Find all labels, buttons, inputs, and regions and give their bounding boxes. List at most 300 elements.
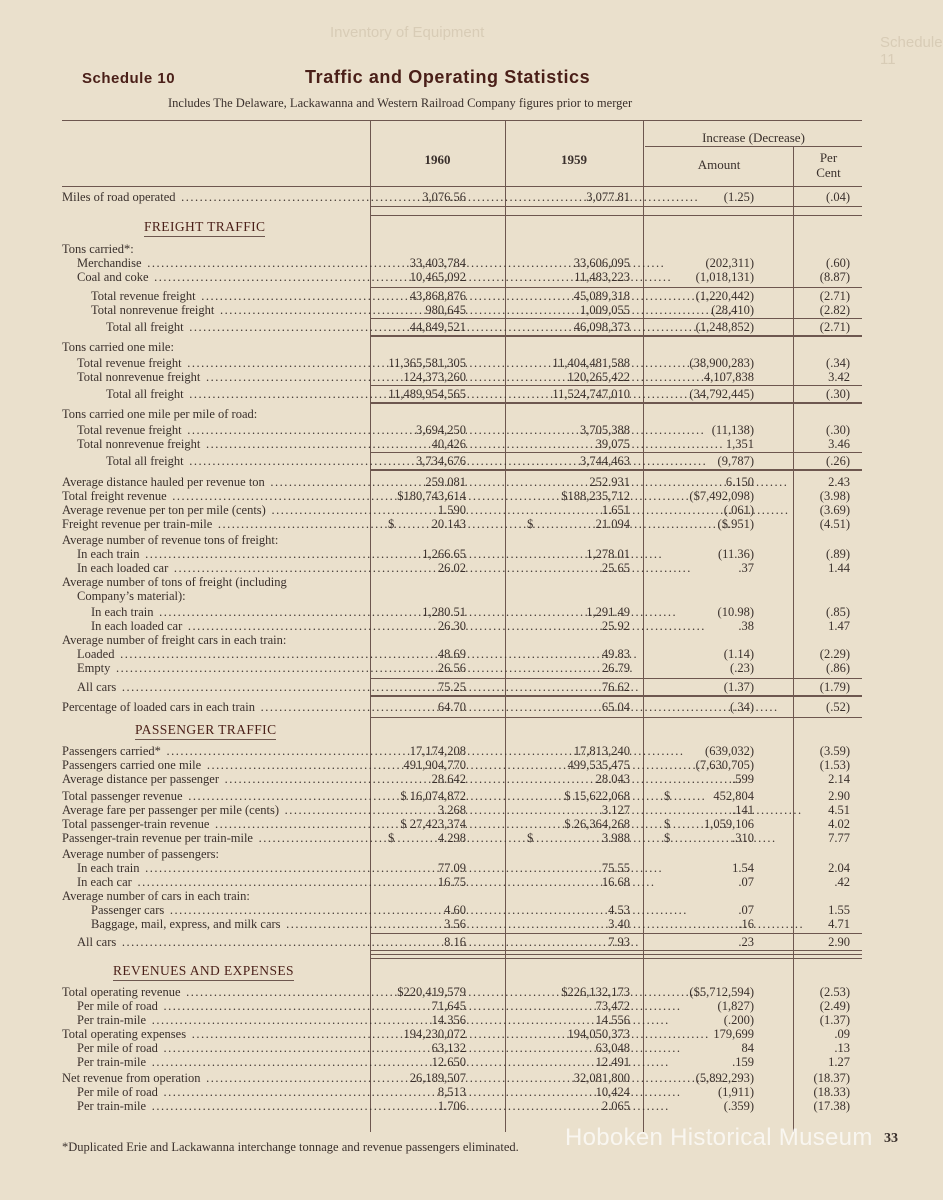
value-1960: 4.60 — [444, 903, 466, 917]
page-title: Traffic and Operating Statistics — [305, 67, 591, 87]
value-amount: 1.54 — [732, 861, 754, 875]
value-1960: 3.56 — [444, 917, 466, 931]
value-1960: 48.69 — [437, 647, 466, 661]
value-1960: $220,419,579 — [397, 985, 466, 999]
value-1959: $188,235,712 — [561, 489, 630, 503]
value-1960: 43,868,876 — [409, 289, 466, 303]
value-percent: 1.44 — [828, 561, 850, 575]
row-label — [62, 1027, 368, 1041]
row-label — [77, 680, 368, 694]
value-1960: 8.16 — [444, 935, 466, 949]
value-1959: 10,424 — [595, 1085, 630, 1099]
row-label — [77, 370, 368, 384]
group-rule — [370, 696, 862, 697]
value-percent: (3.98) — [819, 489, 850, 503]
value-1960: $180,743,614 — [397, 489, 466, 503]
row-label-text: Empty — [77, 661, 111, 675]
value-1959: 1,278.01 — [586, 547, 630, 561]
value-1959: 3.988 — [601, 831, 630, 845]
value-amount: 4,107,838 — [704, 370, 754, 384]
row-label-text: Merchandise — [77, 256, 142, 270]
row-label — [77, 875, 368, 889]
value-1960: 124,373,260 — [403, 370, 466, 384]
column-header-1960: 1960 — [424, 152, 451, 167]
value-1960: 1,266.65 — [422, 547, 466, 561]
value-amount: 1,351 — [725, 437, 754, 451]
value-amount: (1,827) — [717, 999, 754, 1013]
museum-watermark: Hoboken Historical Museum — [565, 1124, 873, 1151]
value-1960: 26.56 — [437, 661, 466, 675]
value-1959: 33,606,095 — [573, 256, 630, 270]
value-percent: 4.02 — [828, 817, 850, 831]
row-label — [106, 454, 368, 468]
value-percent: 2.04 — [828, 861, 850, 875]
dollar-sign: $ — [388, 831, 395, 845]
value-1959: 3.127 — [601, 803, 630, 817]
value-percent: (.26) — [826, 454, 850, 468]
row-label — [77, 547, 368, 561]
bleed-through-title: Inventory of Equipment — [330, 24, 485, 41]
row-label-text: Average distance per passenger — [62, 772, 219, 786]
value-1959: 3,077.81 — [586, 190, 630, 204]
value-amount: .310 — [732, 831, 754, 845]
value-amount: (28,410) — [711, 303, 754, 317]
group-rule — [370, 470, 862, 471]
row-label — [62, 190, 368, 204]
row-label-text: Passengers carried one mile — [62, 758, 202, 772]
value-1960: 980,645 — [425, 303, 466, 317]
value-1959: 46,098,373 — [573, 320, 630, 334]
value-amount: .141 — [732, 803, 754, 817]
dollar-sign: $ — [664, 789, 671, 803]
value-percent: (1.79) — [819, 680, 850, 694]
row-label — [91, 917, 368, 931]
value-percent: 2.90 — [828, 789, 850, 803]
row-label-text: Percentage of loaded cars in each train — [62, 700, 255, 714]
value-1959: 14.556 — [595, 1013, 630, 1027]
value-percent: 2.14 — [828, 772, 850, 786]
value-percent: (8.87) — [819, 270, 850, 284]
value-1959: 75.55 — [601, 861, 630, 875]
value-amount: (9,787) — [717, 454, 754, 468]
row-label — [91, 303, 368, 317]
value-1960: 17,174,208 — [409, 744, 466, 758]
page-subtitle: Includes The Delaware, Lackawanna and Western Railroad Company figures prior to merger — [168, 96, 633, 110]
subtotal-rule — [370, 452, 862, 453]
value-1960: 33,403,784 — [409, 256, 466, 270]
page-number: 33 — [884, 1131, 898, 1146]
value-1959: 73,472 — [595, 999, 630, 1013]
value-1960: 71,645 — [431, 999, 466, 1013]
row-label — [62, 831, 368, 845]
value-1960: 75.25 — [437, 680, 466, 694]
value-amount: (11.36) — [718, 547, 754, 561]
value-percent: (4.51) — [819, 517, 850, 531]
group-label-company-material: Company’s material): — [77, 589, 186, 603]
section-rule — [370, 206, 862, 207]
value-1959: 1,009,055 — [580, 303, 630, 317]
row-label — [62, 985, 368, 999]
section-freight-traffic: FREIGHT TRAFFIC — [144, 219, 265, 237]
value-percent: 2.43 — [828, 475, 850, 489]
value-percent: 7.77 — [828, 831, 850, 845]
group-label-avg-freight-cars: Average number of freight cars in each train: — [62, 633, 287, 647]
row-label-text: In each loaded car — [77, 561, 169, 575]
value-1960: 1.590 — [437, 503, 466, 517]
subtotal-rule — [370, 678, 862, 679]
row-label-text: Total freight revenue — [62, 489, 167, 503]
row-label — [62, 803, 368, 817]
row-label-text: Freight revenue per train-mile — [62, 517, 213, 531]
row-label — [91, 619, 368, 633]
value-amount: (.200) — [723, 1013, 754, 1027]
value-1959: 11,404,481,588 — [552, 356, 630, 370]
row-label — [62, 700, 368, 714]
value-percent: (.30) — [826, 387, 850, 401]
value-1960: 63,132 — [431, 1041, 466, 1055]
value-percent: (2.82) — [819, 303, 850, 317]
value-1960: 491,904,770 — [403, 758, 466, 772]
row-label — [77, 935, 368, 949]
dollar-sign: $ — [664, 831, 671, 845]
group-label-tons-carried: Tons carried*: — [62, 242, 134, 256]
value-1959: $ 15,622,068 — [564, 789, 630, 803]
row-label-text: Passengers carried* — [62, 744, 161, 758]
row-label — [77, 356, 368, 370]
row-label-text: Total passenger-train revenue — [62, 817, 210, 831]
value-1960: 12.650 — [431, 1055, 466, 1069]
row-label — [77, 423, 368, 437]
value-amount: (.061) — [723, 503, 754, 517]
value-1960: 11,489,954,565 — [388, 387, 466, 401]
value-1960: 26.30 — [437, 619, 466, 633]
value-amount: (10.98) — [717, 605, 754, 619]
dollar-sign: $ — [527, 831, 534, 845]
value-amount: .07 — [738, 903, 754, 917]
value-amount: (202,311) — [705, 256, 754, 270]
value-percent: 1.27 — [828, 1055, 850, 1069]
row-label — [62, 744, 368, 758]
row-label-text: Total revenue freight — [77, 423, 182, 437]
value-amount: ($.951) — [717, 517, 754, 531]
group-label-avg-revenue-tons: Average number of revenue tons of freight: — [62, 533, 279, 547]
row-label-text: Per mile of road — [77, 999, 158, 1013]
value-percent: .09 — [834, 1027, 850, 1041]
value-1960: 14.356 — [431, 1013, 466, 1027]
row-label — [91, 289, 368, 303]
row-label-text: Per train-mile — [77, 1099, 147, 1113]
value-1960: 1,280.51 — [422, 605, 466, 619]
row-label-text: Total all freight — [106, 387, 184, 401]
footnote: *Duplicated Erie and Lackawanna interchange tonnage and revenue passengers eliminated. — [62, 1140, 519, 1154]
column-header-increase: Increase (Decrease) — [702, 130, 805, 145]
value-amount: (5,892,293) — [695, 1071, 754, 1085]
value-percent: (2.53) — [819, 985, 850, 999]
value-1960: 28.642 — [431, 772, 466, 786]
value-1960: $ 16,074,872 — [400, 789, 466, 803]
row-label-text: Net revenue from operation — [62, 1071, 201, 1085]
value-1959: 45,089,318 — [573, 289, 630, 303]
row-label-text: Total revenue freight — [91, 289, 196, 303]
row-label — [91, 605, 368, 619]
value-1959: 3.40 — [608, 917, 630, 931]
value-amount: (1,018,131) — [695, 270, 754, 284]
subtotal-rule — [370, 318, 862, 319]
row-label-text: Total operating expenses — [62, 1027, 187, 1041]
value-percent: 1.47 — [828, 619, 850, 633]
row-label — [77, 1099, 368, 1113]
value-percent: .42 — [834, 875, 850, 889]
value-percent: 3.42 — [828, 370, 850, 384]
value-1959: 4.53 — [608, 903, 630, 917]
row-label-text: Baggage, mail, express, and milk cars — [91, 917, 281, 931]
value-1959: 7.93 — [608, 935, 630, 949]
section-passenger-traffic: PASSENGER TRAFFIC — [135, 722, 276, 740]
column-header-1959: 1959 — [561, 152, 587, 167]
row-label — [106, 320, 368, 334]
value-amount: (.23) — [730, 661, 754, 675]
value-1959: 32,081,800 — [573, 1071, 630, 1085]
value-percent: (.30) — [826, 423, 850, 437]
row-label-text: In each train — [77, 861, 140, 875]
value-1959: 120,265,422 — [567, 370, 630, 384]
row-label-text: Total all freight — [106, 320, 184, 334]
value-1959: 2.065 — [601, 1099, 630, 1113]
subtotal-rule — [370, 385, 862, 386]
row-label — [62, 772, 368, 786]
value-percent: (.52) — [826, 700, 850, 714]
value-1960: 44,849,521 — [409, 320, 466, 334]
value-percent: (2.71) — [819, 289, 850, 303]
value-percent: (.60) — [826, 256, 850, 270]
row-label-text: Passenger-train revenue per train-mile — [62, 831, 253, 845]
value-amount: .23 — [738, 935, 754, 949]
value-amount: ($5,712,594) — [689, 985, 754, 999]
value-amount: .159 — [732, 1055, 754, 1069]
row-label — [77, 1013, 368, 1027]
row-label-text: Per mile of road — [77, 1041, 158, 1055]
row-label — [77, 861, 368, 875]
row-label-text: All cars — [77, 935, 117, 949]
dollar-sign: $ — [388, 517, 395, 531]
row-label-text: Total all freight — [106, 454, 184, 468]
value-percent: (1.37) — [819, 1013, 850, 1027]
row-label-text: Coal and coke — [77, 270, 149, 284]
value-1959: 25.65 — [601, 561, 630, 575]
row-label — [77, 661, 368, 675]
increase-header-rule — [645, 146, 862, 147]
value-1959: 25.92 — [601, 619, 630, 633]
value-1959: 63,048 — [595, 1041, 630, 1055]
group-label-avg-tons-including: Average number of tons of freight (including — [62, 575, 287, 589]
row-label-text: Per train-mile — [77, 1013, 147, 1027]
group-rule — [370, 403, 862, 404]
value-1960: 3.268 — [437, 803, 466, 817]
value-1959: 21.094 — [595, 517, 630, 531]
value-amount: (1.25) — [723, 190, 754, 204]
value-percent: (2.71) — [819, 320, 850, 334]
subtotal-rule — [370, 933, 862, 934]
value-percent: 4.51 — [828, 803, 850, 817]
row-label-text: Total nonrevenue freight — [91, 303, 215, 317]
header-bottom-rule — [62, 186, 862, 187]
value-amount: (1,220,442) — [695, 289, 754, 303]
value-amount: (38,900,283) — [689, 356, 754, 370]
value-1959: 11,483,223 — [574, 270, 630, 284]
value-1959: 499,535,475 — [567, 758, 630, 772]
value-1959: 39,075 — [595, 437, 630, 451]
value-1960: 10,465,092 — [409, 270, 466, 284]
value-1960: 1.706 — [437, 1099, 466, 1113]
value-1959: 194,050,373 — [567, 1027, 630, 1041]
value-percent: (.04) — [826, 190, 850, 204]
value-1959: 1,291.49 — [586, 605, 630, 619]
value-1959: $226,132,173 — [561, 985, 630, 999]
value-1960: $ 27,423,374 — [400, 817, 466, 831]
value-1959: 17,813,240 — [573, 744, 630, 758]
subtotal-rule — [370, 287, 862, 288]
value-percent: .13 — [834, 1041, 850, 1055]
value-percent: (18.33) — [813, 1085, 850, 1099]
row-label — [77, 270, 368, 284]
row-label — [62, 817, 368, 831]
value-amount: (1.37) — [723, 680, 754, 694]
row-label — [62, 517, 368, 531]
value-1960: 40,426 — [431, 437, 466, 451]
section-rule — [370, 215, 862, 216]
row-label-text: In each car — [77, 875, 132, 889]
value-1959: 252.931 — [589, 475, 630, 489]
value-amount: 6.150 — [725, 475, 754, 489]
row-label — [77, 999, 368, 1013]
row-label-text: In each loaded car — [91, 619, 183, 633]
value-percent: (3.59) — [819, 744, 850, 758]
value-1960: 194,230,072 — [403, 1027, 466, 1041]
value-1959: 3,744,463 — [580, 454, 630, 468]
value-1959: 1.651 — [601, 503, 630, 517]
value-amount: (1.14) — [723, 647, 754, 661]
value-amount: ($7,492,098) — [689, 489, 754, 503]
group-rule — [370, 336, 862, 337]
value-1960: 3,694,250 — [416, 423, 466, 437]
value-amount: .38 — [738, 619, 754, 633]
row-label — [62, 1071, 368, 1085]
schedule-label: Schedule 10 — [82, 70, 176, 87]
column-header-per: Per — [819, 150, 838, 165]
value-1959: 49.83 — [601, 647, 630, 661]
value-1959: 76.62 — [601, 680, 630, 694]
value-percent: 2.90 — [828, 935, 850, 949]
column-header-cent: Cent — [816, 165, 841, 180]
value-amount: (639,032) — [705, 744, 754, 758]
dollar-sign: $ — [664, 817, 671, 831]
value-1960: 259.081 — [425, 475, 466, 489]
row-label-text: Average distance hauled per revenue ton — [62, 475, 265, 489]
value-amount: 1,059,106 — [704, 817, 754, 831]
value-amount: (.359) — [723, 1099, 754, 1113]
row-label — [62, 503, 368, 517]
value-1960: 3,076.56 — [422, 190, 466, 204]
row-label-text: In each train — [91, 605, 154, 619]
value-amount: .07 — [738, 875, 754, 889]
row-label-text: Average fare per passenger per mile (cents) — [62, 803, 280, 817]
value-percent: (3.69) — [819, 503, 850, 517]
value-1959: 28.043 — [595, 772, 630, 786]
row-label-text: Average revenue per ton per mile (cents) — [62, 503, 266, 517]
row-label — [77, 437, 368, 451]
column-rule-percent — [793, 146, 794, 1132]
row-label — [77, 1055, 368, 1069]
row-label-text: Total passenger revenue — [62, 789, 183, 803]
value-percent: 4.71 — [828, 917, 850, 931]
value-percent: (.85) — [826, 605, 850, 619]
row-label-text: Total operating revenue — [62, 985, 181, 999]
section-revenues-expenses: REVENUES AND EXPENSES — [113, 963, 294, 981]
group-label-avg-cars-train: Average number of cars in each train: — [62, 889, 250, 903]
row-label-text: Total revenue freight — [77, 356, 182, 370]
dollar-sign: $ — [527, 517, 534, 531]
value-1959: 11,524,747,010 — [552, 387, 630, 401]
value-1960: 11,365,581,305 — [388, 356, 466, 370]
row-label — [106, 387, 368, 401]
value-1959: 26.79 — [601, 661, 630, 675]
row-label-text: Total nonrevenue freight — [77, 437, 201, 451]
row-label-text: In each train — [77, 547, 140, 561]
column-header-amount: Amount — [697, 157, 741, 172]
row-label-text: Total nonrevenue freight — [77, 370, 201, 384]
row-label — [62, 475, 368, 489]
value-percent: (.89) — [826, 547, 850, 561]
row-label-text: Per train-mile — [77, 1055, 147, 1069]
row-label — [77, 561, 368, 575]
value-amount: (11,138) — [711, 423, 754, 437]
value-percent: (2.49) — [819, 999, 850, 1013]
value-percent: (17.38) — [813, 1099, 850, 1113]
value-percent: (.86) — [826, 661, 850, 675]
value-amount: (7,630,705) — [695, 758, 754, 772]
value-amount: .16 — [738, 917, 754, 931]
row-label — [62, 758, 368, 772]
group-rule — [370, 717, 862, 718]
section-rule — [370, 958, 862, 959]
value-percent: (18.37) — [813, 1071, 850, 1085]
row-label — [62, 789, 368, 803]
value-amount: (34,792,445) — [689, 387, 754, 401]
row-label — [77, 647, 368, 661]
value-1960: 20.143 — [431, 517, 466, 531]
row-label — [77, 1085, 368, 1099]
row-label — [91, 903, 368, 917]
value-1960: 64.70 — [437, 700, 466, 714]
value-1960: 77.09 — [437, 861, 466, 875]
value-percent: 3.46 — [828, 437, 850, 451]
value-percent: (2.29) — [819, 647, 850, 661]
value-amount: .599 — [732, 772, 754, 786]
value-amount: .37 — [738, 561, 754, 575]
value-amount: 84 — [741, 1041, 754, 1055]
row-label-text: Per mile of road — [77, 1085, 158, 1099]
total-rule — [370, 950, 862, 951]
value-percent: 1.55 — [828, 903, 850, 917]
row-label — [77, 256, 368, 270]
row-label-text: All cars — [77, 680, 117, 694]
row-label — [77, 1041, 368, 1055]
row-label-text: Loaded — [77, 647, 115, 661]
row-label — [62, 489, 368, 503]
value-1959: 3,705,388 — [580, 423, 630, 437]
row-label-text: Passenger cars — [91, 903, 165, 917]
value-1959: 12.491 — [595, 1055, 630, 1069]
